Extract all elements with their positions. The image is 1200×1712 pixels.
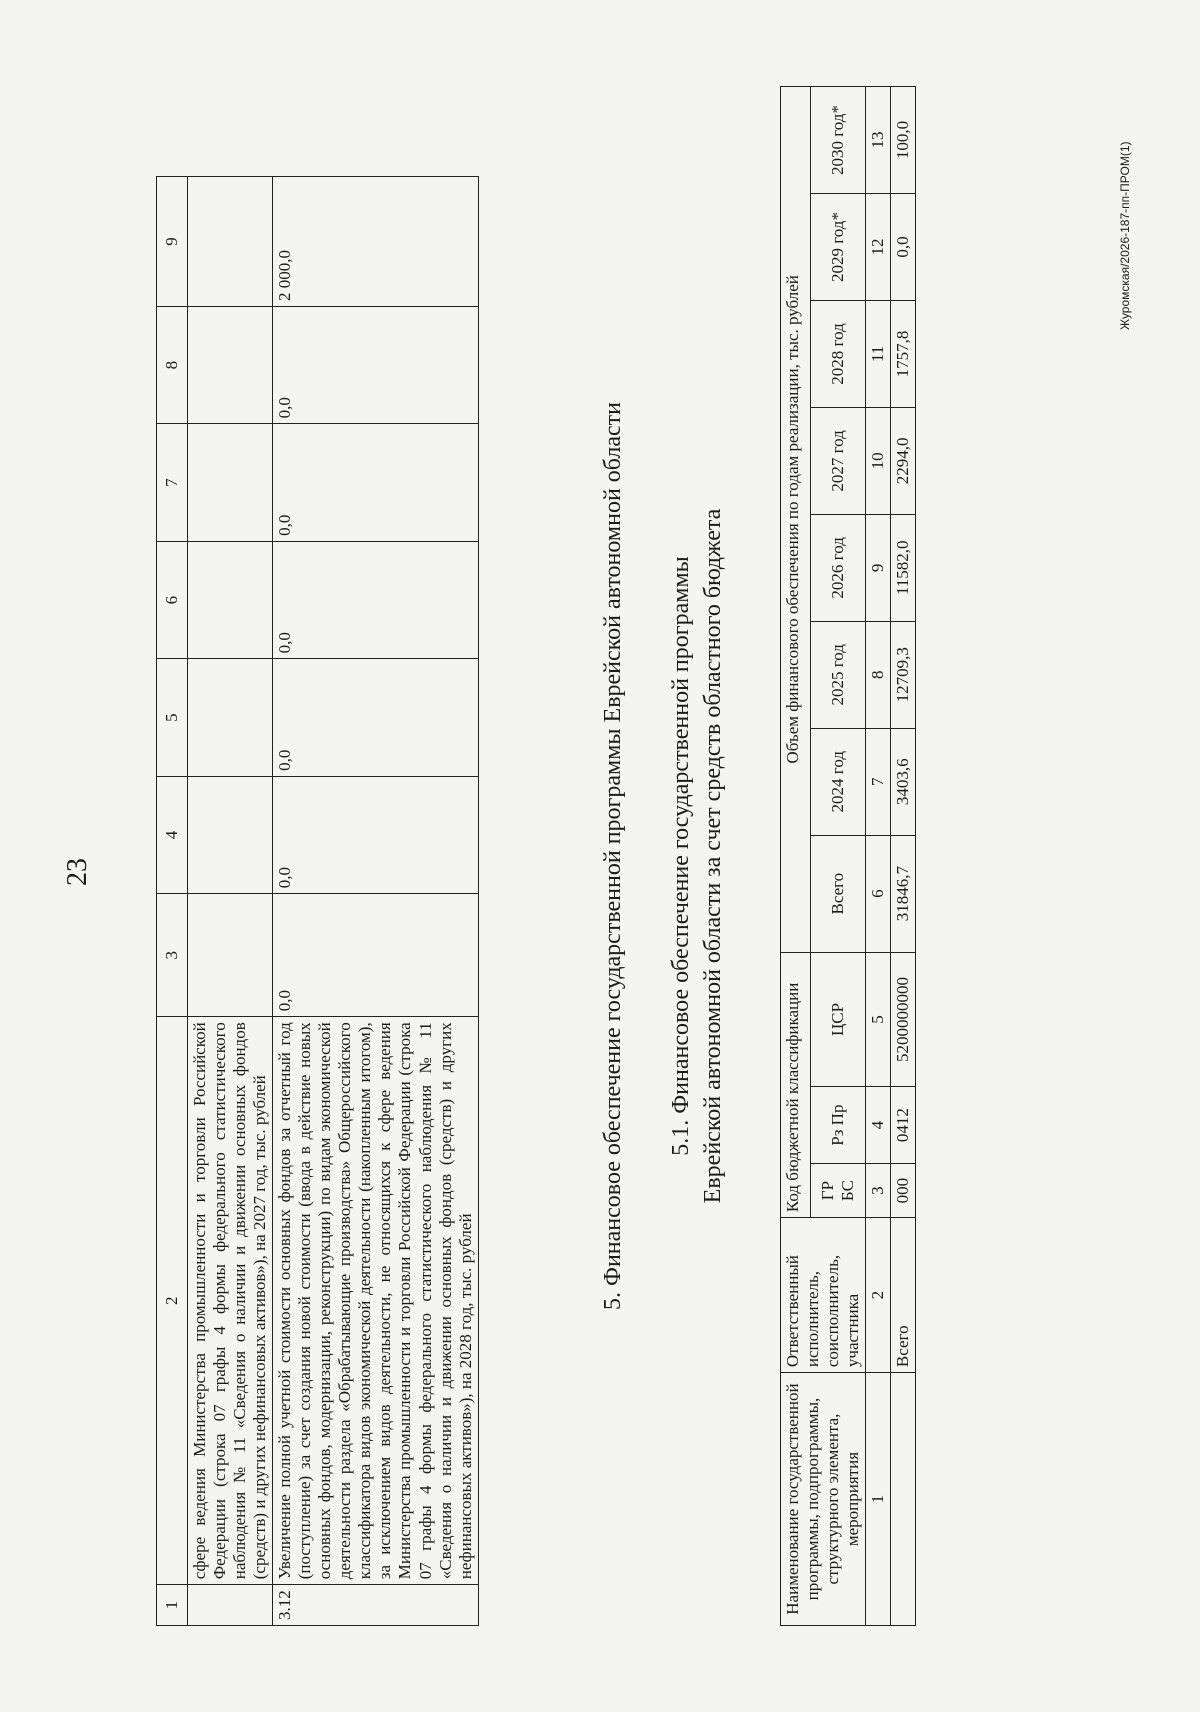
- header-year: 2028 год: [811, 300, 866, 407]
- table-row: [188, 177, 273, 1626]
- column-number: 2: [866, 1218, 891, 1373]
- header-rzpr: Рз Пр: [811, 1087, 866, 1164]
- indicators-table: [156, 176, 479, 1626]
- header-grbs: ГР БС: [811, 1164, 866, 1218]
- value-cell: [188, 541, 273, 658]
- cell: 000: [891, 1164, 916, 1218]
- value-cell: [188, 659, 273, 776]
- header-year: 2029 год*: [811, 194, 866, 301]
- header-cell: 7: [157, 424, 188, 541]
- value-cell: [188, 306, 273, 423]
- table-header-row: [781, 87, 811, 1626]
- cell: Всего: [891, 1218, 916, 1373]
- header-cell: 6: [157, 541, 188, 658]
- row-number: 3.12: [273, 1585, 478, 1626]
- cell: 3403,6: [891, 728, 916, 835]
- financing-table: [780, 86, 916, 1626]
- header-cell: 4: [157, 776, 188, 893]
- header-cell: 3: [157, 894, 188, 1017]
- subsection-title: 5.1. Финансовое обеспечение государственной программы: [668, 556, 694, 1156]
- subsection-title-line2: Еврейской автономной области за счет средств областного бюджета: [700, 508, 726, 1204]
- cell: 2294,0: [891, 407, 916, 514]
- footer-document-code: Журомская/2026-187-пп-ПРОМ(1): [1118, 141, 1132, 330]
- section-title: 5. Финансовое обеспечение государственной программы Еврейской автономной области: [600, 401, 626, 1311]
- column-number: 7: [866, 728, 891, 835]
- value-cell: 0,0: [273, 776, 478, 893]
- indicator-text: сфере ведения Министерства промышленности и торговли Российской Федерации (строка 07 графы 4 формы федерального статистического наблюдения № 11 «Сведения о наличии и движении основных фондов (средств) и других нефинансовых активов»), на 2027 год, тыс. рублей: [188, 1017, 273, 1585]
- header-year: 2024 год: [811, 728, 866, 835]
- header-cell: 2: [157, 1017, 188, 1585]
- column-number: 4: [866, 1087, 891, 1164]
- value-cell: [188, 776, 273, 893]
- header-program-name: Наименование государственной программы, подпрограммы, структурного элемента, мероприятия: [781, 1373, 866, 1626]
- column-number: 1: [866, 1373, 891, 1626]
- row-number: [188, 1585, 273, 1626]
- indicator-text: Увеличение полной учетной стоимости основных фондов за отчетный год (поступление) за счет создания новой стоимости (ввода в действие новых основных фондов, модернизации, реконструкции) по видам экономической деятельности раздела «Обрабатывающие производства» Общероссийского классификатора видов экономической деятельности (накопленным итогом), за исключением видов деятельности, не относящихся к сфере ведения Министерства промышленности и торговли Российской Федерации (строка 07 графы 4 формы федерального статистического наблюдения № 11 «Сведения о наличии и движении основных фондов (средств) и других нефинансовых активов»), на 2028 год, тыс. рублей: [273, 1017, 478, 1585]
- value-cell: 0,0: [273, 659, 478, 776]
- value-cell: 0,0: [273, 424, 478, 541]
- header-cell: 9: [157, 177, 188, 307]
- header-year: 2025 год: [811, 621, 866, 728]
- value-cell: 2 000,0: [273, 177, 478, 307]
- value-cell: [188, 894, 273, 1017]
- cell: 0,0: [891, 194, 916, 301]
- column-number: 3: [866, 1164, 891, 1218]
- header-cell: 8: [157, 306, 188, 423]
- column-numbers-row: [866, 87, 891, 1626]
- header-year: 2026 год: [811, 514, 866, 621]
- rotated-page-content: [70, 86, 1130, 1626]
- cell: 11582,0: [891, 514, 916, 621]
- header-volume: Объем финансового обеспечения по годам реализации, тыс. рублей: [781, 87, 811, 953]
- column-number: 10: [866, 407, 891, 514]
- column-number: 5: [866, 952, 891, 1087]
- header-year: 2030 год*: [811, 87, 866, 194]
- column-number: 9: [866, 514, 891, 621]
- table-row: [891, 87, 916, 1626]
- header-responsible: Ответственный исполнитель, соисполнитель, участника: [781, 1218, 866, 1373]
- column-number: 12: [866, 194, 891, 301]
- cell: 100,0: [891, 87, 916, 194]
- header-cell: 1: [157, 1585, 188, 1626]
- table-row: [273, 177, 478, 1626]
- value-cell: [188, 424, 273, 541]
- column-number: 8: [866, 621, 891, 728]
- header-cell: 5: [157, 659, 188, 776]
- cell: [891, 1373, 916, 1626]
- header-total: Всего: [811, 835, 866, 952]
- cell: 0412: [891, 1087, 916, 1164]
- cell: 12709,3: [891, 621, 916, 728]
- value-cell: 0,0: [273, 894, 478, 1017]
- column-number: 6: [866, 835, 891, 952]
- header-year: 2027 год: [811, 407, 866, 514]
- value-cell: 0,0: [273, 306, 478, 423]
- value-cell: 0,0: [273, 541, 478, 658]
- column-number: 13: [866, 87, 891, 194]
- cell: 1757,8: [891, 300, 916, 407]
- cell: 5200000000: [891, 952, 916, 1087]
- header-csr: ЦСР: [811, 952, 866, 1087]
- column-number: 11: [866, 300, 891, 407]
- cell: 31846,7: [891, 835, 916, 952]
- table-header-row: [157, 177, 188, 1626]
- value-cell: [188, 177, 273, 307]
- page-number: 23: [62, 858, 93, 886]
- header-budget-code: Код бюджетной классификации: [781, 952, 811, 1217]
